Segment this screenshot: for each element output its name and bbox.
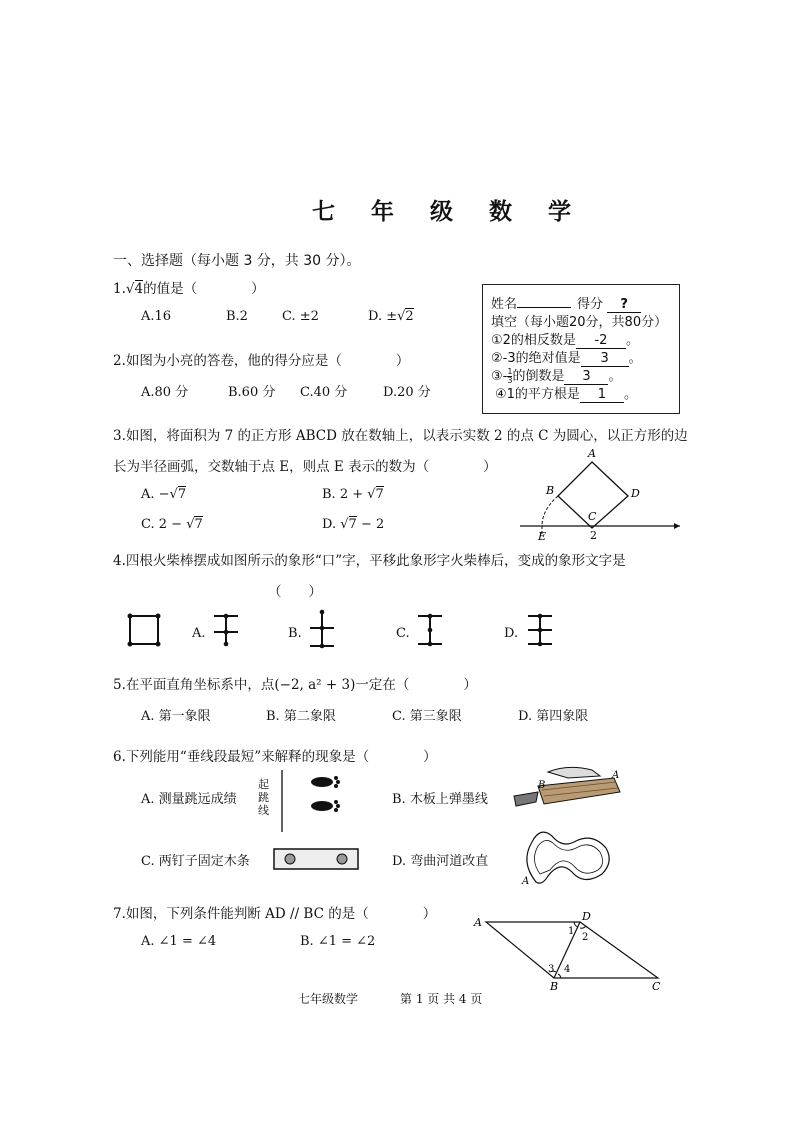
question-3-line1: 3.如图，将面积为 7 的正方形 ABCD 放在数轴上，以表示实数 2 的点 C 为圆心，以正方形的边 xyxy=(113,428,688,444)
card-item-4: ④1的平方根是 1 。 xyxy=(495,387,637,402)
nail-icon xyxy=(337,854,347,864)
q7-label-b: B xyxy=(550,980,559,993)
name-label: 姓名 xyxy=(491,293,571,312)
q4-option-c-figure xyxy=(412,610,448,650)
q1-option-c: C. ±2 xyxy=(282,309,319,324)
answer-card xyxy=(482,284,680,414)
q7-label-d: D xyxy=(582,910,591,923)
page-title: 七 年 级 数 学 xyxy=(312,199,586,225)
footprint-icon xyxy=(311,776,340,812)
q3-figure xyxy=(510,440,690,545)
q6-option-c: C. 两钉子固定木条 xyxy=(141,854,250,869)
q2-option-b: B.60 分 xyxy=(228,385,276,400)
q6-option-a: A. 测量跳远成绩 xyxy=(141,792,237,807)
q4-option-d-figure xyxy=(520,610,560,650)
nail-icon xyxy=(285,854,295,864)
q3-option-c: C. 2 − √7 xyxy=(141,517,203,532)
river-label-a: A xyxy=(522,876,530,887)
q2-option-d: D.20 分 xyxy=(383,385,431,400)
q2-option-a: A.80 分 xyxy=(141,385,189,400)
q5-option-b: B. 第二象限 xyxy=(266,709,336,724)
q7-figure xyxy=(470,908,670,994)
q7-angle-3: 3 xyxy=(548,964,555,975)
label-c: C xyxy=(588,510,597,523)
q6-strip-figure xyxy=(272,846,362,872)
card-item-2: ②-3的绝对值是 3 。 xyxy=(491,351,642,366)
q2-option-c: C.40 分 xyxy=(300,385,348,400)
q1-option-b: B.2 xyxy=(226,309,248,324)
q4-option-d: D. xyxy=(504,626,519,641)
question-6: 6.下列能用“垂线段最短”来解释的现象是（ ） xyxy=(113,749,437,765)
label-a: A xyxy=(588,447,596,460)
q3-option-a: A. −√7 xyxy=(141,487,187,502)
q6-option-d: D. 弯曲河道改直 xyxy=(392,854,489,869)
board-label-a: A xyxy=(612,770,620,781)
card-header: 填空（每小题20分，共80分） xyxy=(491,315,668,330)
q1-option-a: A.16 xyxy=(141,309,172,324)
q3-option-d: D. √7 − 2 xyxy=(322,517,385,532)
question-3-line2: 长为半径画弧，交数轴于点 E，则点 E 表示的数为（ ） xyxy=(113,459,497,475)
q7-angle-1: 1 xyxy=(568,926,575,937)
q6-board-figure xyxy=(508,764,628,814)
board-label-b: B xyxy=(538,780,546,791)
q5-option-d: D. 第四象限 xyxy=(518,709,589,724)
section-header: 一、选择题（每小题 3 分，共 30 分）。 xyxy=(113,253,361,269)
footer-subject: 七年级数学 xyxy=(298,992,359,1006)
score-label: 得分 ? xyxy=(577,293,641,313)
jump-line-label: 起跳线 xyxy=(258,778,269,817)
number-line-arrow xyxy=(674,523,680,529)
question-4-line1: 4.四根火柴棒摆成如图所示的象形“口”字，平移此象形字火柴棒后，变成的象形文字是 xyxy=(113,553,626,569)
q6-jump-figure xyxy=(272,768,352,834)
question-5: 5.在平面直角坐标系中，点(−2, a² + 3)一定在（ ） xyxy=(113,677,477,693)
footer-page: 第 1 页 共 4 页 xyxy=(400,992,483,1006)
label-e: E xyxy=(538,530,547,543)
q7-angle-2: 2 xyxy=(582,932,589,943)
q3-option-b: B. 2 + √7 xyxy=(322,487,384,502)
q7-angle-4: 4 xyxy=(564,964,571,975)
q7-option-a: A. ∠1 = ∠4 xyxy=(141,934,217,949)
q5-option-c: C. 第三象限 xyxy=(392,709,462,724)
label-b: B xyxy=(546,484,555,497)
q4-kou-figure xyxy=(120,610,170,650)
question-2: 2.如图为小亮的答卷，他的得分应是（ ） xyxy=(113,353,410,369)
q4-option-b-figure xyxy=(304,608,340,652)
q6-river-figure xyxy=(518,822,618,892)
q5-option-a: A. 第一象限 xyxy=(141,709,211,724)
label-two: 2 xyxy=(590,529,597,542)
q7-label-c: C xyxy=(652,980,661,993)
question-1: 1.√4的值是（ ） xyxy=(113,281,265,297)
q4-option-c: C. xyxy=(396,626,410,641)
q4-option-b: B. xyxy=(288,626,302,641)
q1-option-d: D. ±√2 xyxy=(368,309,414,324)
q4-option-a-figure xyxy=(208,610,244,650)
card-item-1: ①2的相反数是 -2 。 xyxy=(491,333,639,348)
q4-option-a: A. xyxy=(192,626,206,641)
q6-option-b: B. 木板上弹墨线 xyxy=(392,792,488,807)
q7-option-b: B. ∠1 = ∠2 xyxy=(300,934,376,949)
q7-label-a: A xyxy=(474,916,482,929)
card-item-3: ③- $\frac{1}{3}$ 的倒数是 3 。 xyxy=(491,367,622,385)
question-7: 7.如图，下列条件能判断 AD // BC 的是（ ） xyxy=(113,906,437,922)
question-4-line2: （ ） xyxy=(268,584,322,600)
label-d: D xyxy=(631,487,640,500)
